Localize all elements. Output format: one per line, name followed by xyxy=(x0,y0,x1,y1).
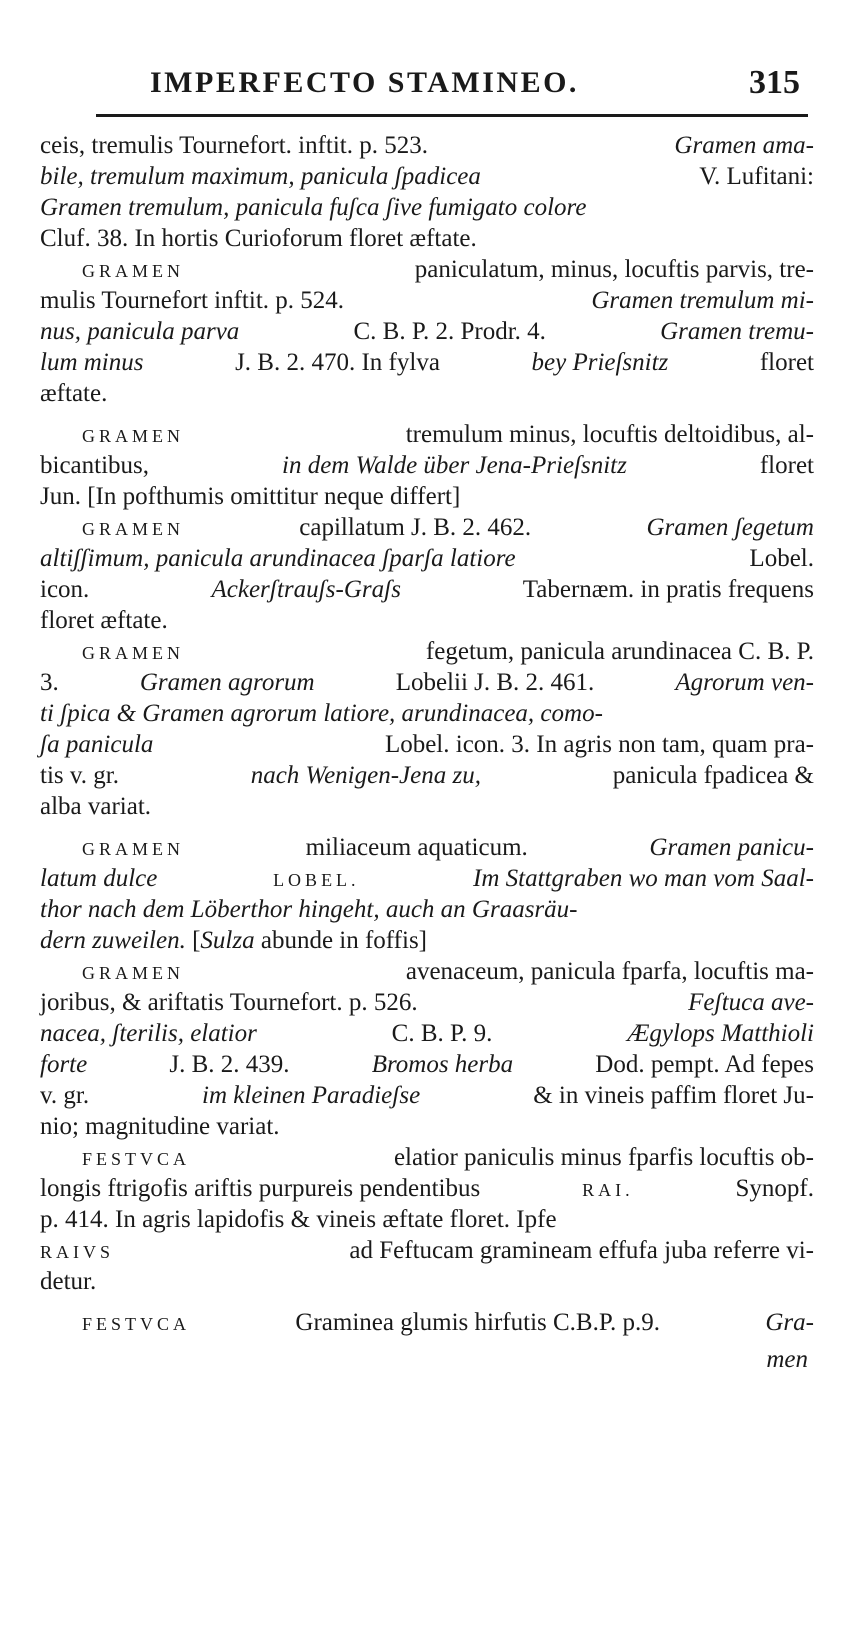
roman-text: joribus, & ariftatis Tournefort. p. 526. xyxy=(40,989,424,1016)
text-line xyxy=(40,192,814,223)
italic-text: Gramen ʃegetum xyxy=(646,514,814,541)
italic-text: lum minus xyxy=(40,349,144,376)
small-caps-word: GRAMEN xyxy=(82,519,185,539)
running-title: IMPERFECTO STAMINEO. xyxy=(150,66,579,99)
text-line xyxy=(40,347,814,378)
small-caps-word: GRAMEN xyxy=(82,643,185,663)
roman-text: p. 414. In agris lapidofis & vineis æftate floret. Ipfe xyxy=(40,1206,557,1233)
paragraph-gap xyxy=(40,409,814,419)
roman-text: Tabernæm. in pratis frequens xyxy=(516,576,814,603)
text-line xyxy=(40,605,814,636)
roman-text: bicantibus, xyxy=(40,452,156,479)
roman-text: miliaceum aquaticum. xyxy=(299,834,535,861)
text-line xyxy=(40,1173,814,1204)
text-line xyxy=(40,760,814,791)
text-line xyxy=(40,1235,814,1266)
roman-text: v. gr. xyxy=(40,1082,96,1109)
catchword: men xyxy=(766,1346,808,1373)
italic-text: Agrorum ven- xyxy=(675,669,814,696)
text-line xyxy=(40,285,814,316)
text-line xyxy=(40,832,814,863)
text-line xyxy=(40,512,814,543)
roman-text: elatior paniculis minus fparfis locuftis ob- xyxy=(387,1144,814,1171)
italic-text: Gramen panicu- xyxy=(649,834,814,861)
roman-text: Synopf. xyxy=(729,1175,814,1202)
text-line xyxy=(40,161,814,192)
roman-text: J. B. 2. 470. In fylva xyxy=(228,349,447,376)
roman-text: ad Feftucam gramineam effufa juba referre vi- xyxy=(343,1237,814,1264)
text-line xyxy=(40,543,814,574)
italic-text: nacea, ʃterilis, elatior xyxy=(40,1020,257,1047)
italic-text: forte xyxy=(40,1051,88,1078)
roman-text: paniculatum, minus, locuftis parvis, tre- xyxy=(408,256,814,283)
small-caps-word: GRAMEN xyxy=(82,426,185,446)
roman-text: Lobelii J. B. 2. 461. xyxy=(389,669,601,696)
roman-text: abunde in foffis] xyxy=(254,927,428,954)
roman-text: C. B. P. 2. Prodr. 4. xyxy=(347,318,553,345)
roman-text: J. B. 2. 439. xyxy=(163,1051,296,1078)
roman-text: avenaceum, panicula fparfa, locuftis ma- xyxy=(399,958,814,985)
italic-text: Im Stattgraben wo man vom Saal- xyxy=(466,865,814,892)
roman-text: detur. xyxy=(40,1268,97,1295)
text-line xyxy=(40,130,814,161)
text-line xyxy=(40,254,814,285)
roman-text: floret xyxy=(753,452,814,479)
roman-text: V. Lufitani: xyxy=(693,163,814,190)
text-line xyxy=(40,316,814,347)
italic-text: Gramen ama- xyxy=(674,132,814,159)
text-line xyxy=(40,956,814,987)
italic-text: Gra- xyxy=(765,1309,814,1336)
italic-text: Gramen tremulum mi- xyxy=(591,287,814,314)
italic-text: Gramen tremulum, panicula fuʃca ʃive fumigato colore xyxy=(40,194,587,221)
roman-text: alba variat. xyxy=(40,793,152,820)
italic-text: Sulza xyxy=(200,927,255,954)
text-line xyxy=(40,863,814,894)
italic-text: ti ʃpica & Gramen agrorum latiore, arundinacea, como- xyxy=(40,700,603,727)
text-line xyxy=(40,1080,814,1111)
roman-text: mulis Tournefort inftit. p. 524. xyxy=(40,287,351,314)
italic-text: nach Wenigen-Jena zu, xyxy=(250,762,481,789)
text-line xyxy=(40,378,814,409)
italic-text: ʃa panicula xyxy=(40,731,154,758)
small-caps-word: LOBEL. xyxy=(264,870,360,890)
paragraph-gap xyxy=(40,822,814,832)
roman-text: floret xyxy=(753,349,814,376)
roman-text: æftate. xyxy=(40,380,108,407)
text-line xyxy=(40,450,814,481)
text-line xyxy=(40,419,814,450)
roman-text: Lobel. icon. 3. In agris non tam, quam pra- xyxy=(378,731,814,758)
italic-text: dern zuweilen. xyxy=(40,927,186,954)
text-line xyxy=(40,1049,814,1080)
text-body xyxy=(40,130,814,1338)
small-caps-word: FESTVCA xyxy=(82,1314,191,1334)
italic-text: latum dulce xyxy=(40,865,158,892)
roman-text: & in vineis paffim floret Ju- xyxy=(526,1082,814,1109)
small-caps-word: GRAMEN xyxy=(82,261,185,281)
roman-text: [ xyxy=(185,927,201,954)
page-number: 315 xyxy=(749,64,800,101)
text-line xyxy=(40,987,814,1018)
text-line xyxy=(40,1204,814,1235)
italic-text: altiʃʃimum, panicula arundinacea ʃparʃa latiore xyxy=(40,545,516,572)
roman-text: capillatum J. B. 2. 462. xyxy=(293,514,538,541)
text-line xyxy=(40,1142,814,1173)
italic-text: in dem Walde über Jena-Prieſsnitz xyxy=(282,452,627,479)
roman-text: panicula fpadicea & xyxy=(606,762,814,789)
italic-text: Ægylops Matthioli xyxy=(627,1020,814,1047)
small-caps-word: RAI. xyxy=(582,1180,634,1200)
italic-text: bey Prieſsnitz xyxy=(531,349,669,376)
small-caps-word: GRAMEN xyxy=(82,839,185,859)
text-line xyxy=(40,574,814,605)
small-caps-word: FESTVCA xyxy=(82,1149,191,1169)
roman-text: Graminea glumis hirfutis C.B.P. p.9. xyxy=(289,1309,667,1336)
roman-text: floret æftate. xyxy=(40,607,168,634)
running-head xyxy=(40,50,814,110)
book-page xyxy=(40,50,814,1336)
italic-text: nus, panicula parva xyxy=(40,318,240,345)
text-line xyxy=(40,925,814,956)
small-caps-word: GRAMEN xyxy=(82,963,185,983)
italic-text: Gramen agrorum xyxy=(139,669,315,696)
italic-text: Gramen tremu- xyxy=(660,318,814,345)
italic-text: Feʃtuca ave- xyxy=(688,989,814,1016)
text-line xyxy=(40,1307,814,1338)
roman-text: longis ftrigofis ariftis purpureis pendentibus xyxy=(40,1175,487,1202)
roman-text: C. B. P. 9. xyxy=(385,1020,499,1047)
text-line xyxy=(40,698,814,729)
header-rule xyxy=(96,114,808,117)
catchword-line xyxy=(40,1344,814,1375)
text-line xyxy=(40,667,814,698)
text-line xyxy=(40,894,814,925)
text-line xyxy=(40,223,814,254)
roman-text: tremulum minus, locuftis deltoidibus, al- xyxy=(399,421,814,448)
roman-text: Cluf. 38. In hortis Curioforum floret æftate. xyxy=(40,225,477,252)
text-line xyxy=(40,636,814,667)
text-line xyxy=(40,729,814,760)
roman-text: nio; magnitudine variat. xyxy=(40,1113,280,1140)
text-line xyxy=(40,1111,814,1142)
text-line xyxy=(40,1266,814,1297)
paragraph-gap xyxy=(40,1297,814,1307)
italic-text: thor nach dem Löberthor hingeht, auch an Graasräu- xyxy=(40,896,578,923)
italic-text: Ackerʃtrauʃs-Graʃs xyxy=(211,576,402,603)
text-line xyxy=(40,481,814,512)
small-caps-word: RAIVS xyxy=(40,1242,115,1262)
roman-text: Jun. [In pofthumis omittitur neque differt] xyxy=(40,483,461,510)
roman-text: tis v. gr. xyxy=(40,762,126,789)
italic-text: im kleinen Paradieʃse xyxy=(202,1082,421,1109)
italic-text: Bromos herba xyxy=(371,1051,514,1078)
roman-text: Lobel. xyxy=(743,545,814,572)
text-line xyxy=(40,1018,814,1049)
italic-text: bile, tremulum maximum, panicula ʃpadicea xyxy=(40,163,481,190)
roman-text: 3. xyxy=(40,669,65,696)
roman-text: ceis, tremulis Tournefort. inftit. p. 523. xyxy=(40,132,435,159)
roman-text: icon. xyxy=(40,576,96,603)
roman-text: fegetum, panicula arundinacea C. B. P. xyxy=(419,638,814,665)
roman-text: Dod. pempt. Ad fepes xyxy=(589,1051,814,1078)
text-line xyxy=(40,791,814,822)
